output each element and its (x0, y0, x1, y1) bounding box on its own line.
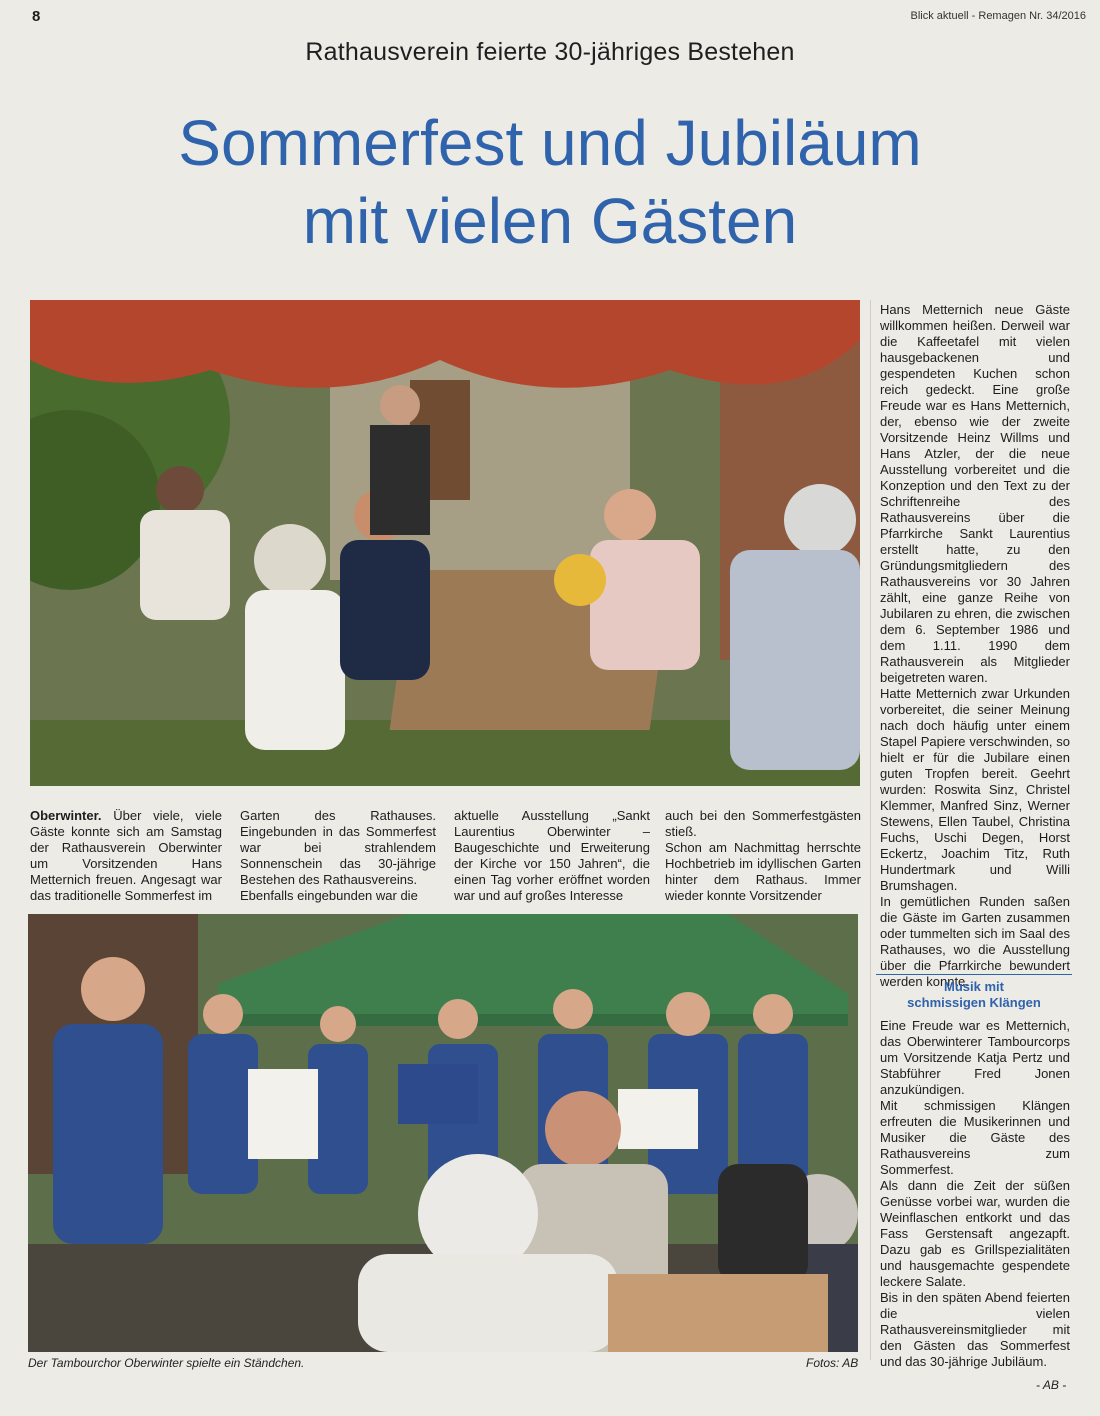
dateline: Oberwinter. (30, 808, 102, 823)
kicker: Rathausverein feierte 30-jähriges Bestehen (305, 38, 795, 66)
text-column-3 (454, 808, 650, 904)
col5-para-1: Hans Metternich neue Gäste willkommen heißen. Derweil war die Kaffeetafel mit vielen hausgebackenen und gespendeten Kuchen schon reich gedeckt. Eine große Freude war es Hans Metternich, der, ebenso wie der zweite Vorsitzende Heinz Willms und Hans Atzler, der die neue Ausstellung vorbereitet und die Konzeption und den Text zu der Schriftenreihe des Rathausvereins über die Pfarrkirche Sankt Laurentius erstellt hatte, zu den Gründungsmitgliedern des Rathausvereins vor 30 Jahren zählt, eine ganze Reihe von Jubilaren zu ehren, die zwischen dem 6. September 1986 und dem 1.11. 1990 dem Rathausverein als Mitglieder beigetreten waren. (880, 302, 1070, 685)
text-column-1 (30, 808, 222, 904)
col1-text: Über viele, viele Gäste konnte sich am Samstag der Rathausverein Oberwinter um Vorsitzenden Hans Metternich freuen. Angesagt war das traditionelle Sommerfest im (30, 808, 222, 903)
headline-line-1: Sommerfest und Jubiläum (178, 107, 922, 179)
col6-para-4: Bis in den späten Abend feierten die vielen Rathausvereinsmitglieder mit den Gästen das Sommerfest und das 30-jährige Jubiläum. (880, 1290, 1070, 1369)
issue-line: Blick aktuell - Remagen Nr. 34/2016 (910, 10, 1086, 22)
text-column-2 (240, 808, 436, 904)
photo-garden-party (30, 300, 860, 786)
author-sign: - AB - (1036, 1378, 1067, 1392)
col5-para-3: In gemütlichen Runden saßen die Gäste im Garten zusammen oder tummelten sich im Saal des Rathauses, wo die Ausstellung über die Pfarrkirche bewundert werden konnte. (880, 894, 1070, 989)
photo-caption: Der Tambourchor Oberwinter spielte ein Ständchen. (28, 1356, 305, 1370)
text-column-5 (880, 302, 1070, 990)
photo-credit: Fotos: AB (806, 1356, 859, 1370)
column-rule (870, 300, 871, 1360)
col6-para-2: Mit schmissigen Klängen erfreuten die Musikerinnen und Musiker die Gäste des Rathausvereins zum Sommerfest. (880, 1098, 1070, 1177)
headline (20, 104, 1080, 260)
text-column-4 (665, 808, 861, 904)
col3-para-1: aktuelle Ausstellung „Sankt Laurentius Oberwinter – Baugeschichte und Erweiterung der Kirche vor 150 Jahren“, die einen Tag vorher eröffnet worden war und auf großes Interesse (454, 808, 650, 903)
page-number: 8 (32, 8, 41, 25)
col2-para-2: Ebenfalls eingebunden war die (240, 888, 418, 903)
headline-line-2: mit vielen Gästen (302, 185, 798, 257)
subheading-line-1: Musik mit (944, 979, 1004, 994)
subheading-line-2: schmissigen Klängen (907, 995, 1041, 1010)
text-column-6 (880, 1018, 1070, 1370)
photo-tambourchor (28, 914, 858, 1352)
col2-para-1: Garten des Rathauses. Eingebunden in das Sommerfest war bei strahlendem Sonnenschein das 30-jährige Bestehen des Rathausvereins. (240, 808, 436, 887)
col4-para-1: auch bei den Sommerfestgästen stieß. (665, 808, 861, 839)
col4-para-2: Schon am Nachmittag herrschte Hochbetrieb im idyllischen Garten hinter dem Rathaus. Immer wieder konnte Vorsitzender (665, 840, 861, 903)
col6-para-1: Eine Freude war es Metternich, das Oberwinterer Tambourcorps um Vorsitzende Katja Pertz und Stabführer Fred Jonen anzukündigen. (880, 1018, 1070, 1097)
col5-para-2: Hatte Metternich zwar Urkunden vorbereitet, die seiner Meinung nach doch häufig unter einem Stapel Papiere verschwinden, so hielt er für die Jubilare einen guten Tropfen bereit. Geehrt wurden: Roswita Sinz, Christel Klemmer, Manfred Sinz, Werner Stewens, Ellen Taubel, Christina Fuchs, Uschi Degen, Horst Eckertz, Joachim Titz, Ruth Hundertmark und Willi Brumshagen. (880, 686, 1070, 893)
subheading (876, 974, 1072, 1011)
col6-para-3: Als dann die Zeit der süßen Genüsse vorbei war, wurden die Weinflaschen entkorkt und das Fass Gerstensaft angezapft. Dazu gab es Grillspezialitäten und hausgemachte gespendete leckere Salate. (880, 1178, 1070, 1289)
